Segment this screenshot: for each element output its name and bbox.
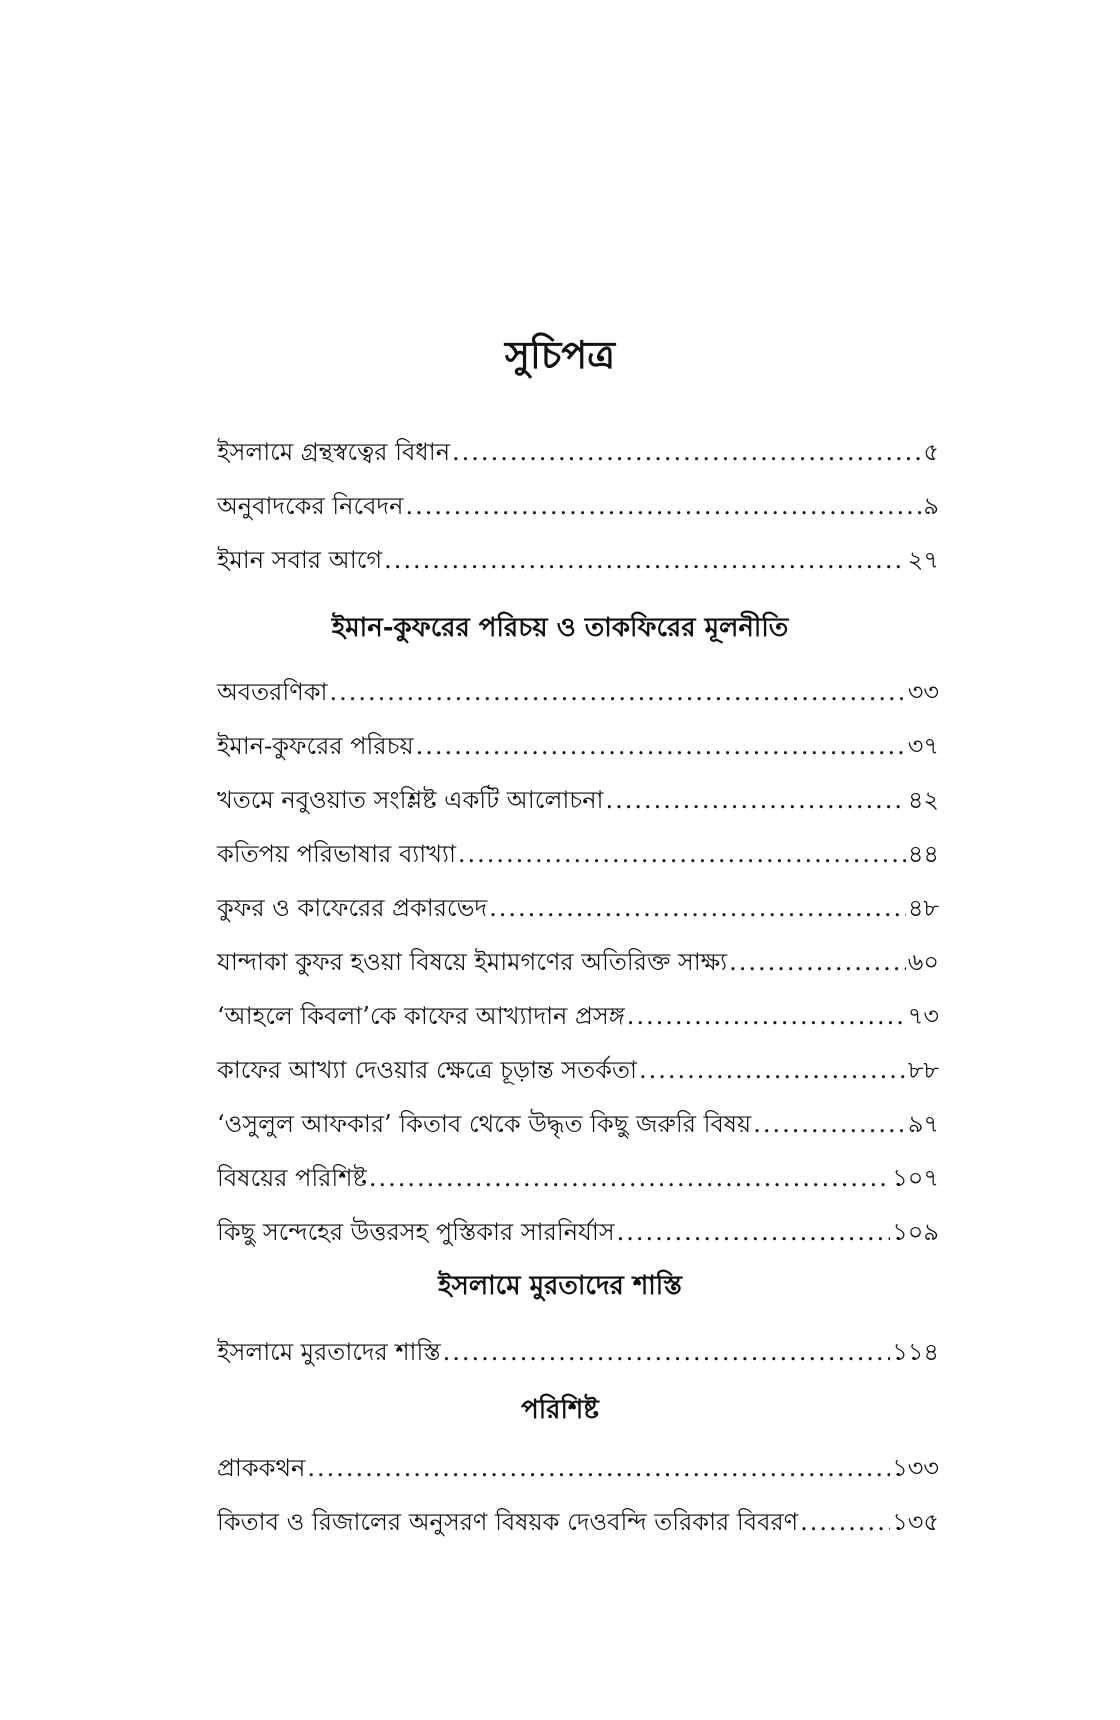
toc-entry-page: ৯ (923, 492, 939, 520)
dot-leader (307, 1452, 890, 1484)
toc-entry-label: ‘ওসুলুল আফকার’ কিতাব থেকে উদ্ধৃত কিছু জরুরি বিষয় (217, 1110, 752, 1138)
toc-entry-label: অবতরণিকা (217, 678, 328, 706)
toc-entry-page: ১৩৫ (892, 1508, 939, 1536)
toc-entry[interactable] (217, 668, 939, 708)
toc-entry-page: ১০৭ (892, 1164, 939, 1192)
toc-entry-page: ৬০ (907, 948, 939, 976)
toc-entry-label: খতমে নবুওয়াত সংশ্লিষ্ট একটি আলোচনা (217, 786, 604, 814)
toc-entry[interactable] (217, 428, 939, 468)
toc-entry[interactable] (217, 938, 939, 978)
dot-leader (369, 1162, 890, 1194)
toc-entry[interactable] (217, 776, 939, 816)
dot-leader (384, 544, 906, 576)
toc-entry[interactable] (217, 1100, 939, 1140)
dot-leader (606, 784, 906, 816)
toc-entry-page: ৭৩ (907, 1002, 939, 1030)
section-heading: পরিশিষ্ট (521, 1395, 599, 1425)
toc-entry-label: যান্দাকা কুফর হওয়া বিষয়ে ইমামগণের অতিরিক্ত সাক্ষ্য (217, 948, 728, 976)
dot-leader (416, 730, 906, 762)
dot-leader (617, 1216, 891, 1248)
toc-entry-page: ১৩৩ (892, 1454, 939, 1482)
toc-entry-page: ১০৯ (892, 1218, 939, 1246)
toc-entry[interactable] (217, 482, 939, 522)
toc-entry[interactable] (217, 1046, 939, 1086)
toc-entry-label: কতিপয় পরিভাষার ব্যাখ্যা (217, 840, 456, 868)
dot-leader (729, 946, 906, 978)
toc-entry[interactable] (217, 1328, 939, 1368)
section-heading: ইসলামে মুরতাদের শাস্তি (438, 1271, 682, 1301)
toc-entry-page: ২৭ (907, 546, 939, 574)
toc-entry-page: ৩৭ (907, 732, 939, 760)
dot-leader (329, 676, 905, 708)
dot-leader (753, 1108, 906, 1140)
toc-entry-label: ইমান-কুফরের পরিচয় (217, 732, 414, 760)
toc-entry-label: প্রাককথন (217, 1454, 306, 1482)
toc-entry-label: কাফের আখ্যা দেওয়ার ক্ষেত্রে চূড়ান্ত সতর্কতা (217, 1056, 637, 1084)
toc-entry-page: ৫ (923, 438, 939, 466)
toc-entry[interactable] (217, 1154, 939, 1194)
dot-leader (405, 490, 921, 522)
dot-leader (627, 1000, 906, 1032)
toc-entry-page: ১১৪ (892, 1338, 939, 1366)
toc-entry[interactable] (217, 992, 939, 1032)
toc-entry-page: ৮৮ (907, 1056, 939, 1084)
toc-entry-label: কুফর ও কাফেরের প্রকারভেদ (217, 894, 488, 922)
dot-leader (443, 1336, 891, 1368)
toc-entry-label: বিষয়ের পরিশিষ্ট (217, 1164, 367, 1192)
toc-entry[interactable] (217, 1498, 939, 1538)
toc-entry-label: ইমান সবার আগে (217, 546, 383, 574)
dot-leader (800, 1506, 890, 1538)
dot-leader (639, 1054, 906, 1086)
toc-entry[interactable] (217, 830, 939, 870)
toc-entry-label: ইসলামে মুরতাদের শাস্তি (217, 1338, 441, 1366)
toc-entry-page: ৪৪ (907, 840, 939, 868)
dot-leader (458, 838, 906, 870)
toc-entry-page: ৪২ (907, 786, 939, 814)
toc-entry[interactable] (217, 536, 939, 576)
toc-entry-label: কিছু সন্দেহের উত্তরসহ পুস্তিকার সারনির্যাস (217, 1218, 615, 1246)
toc-entry[interactable] (217, 884, 939, 924)
toc-entry-page: ৯৭ (907, 1110, 939, 1138)
toc-entry[interactable] (217, 1208, 939, 1248)
toc-entry-page: ৪৮ (907, 894, 939, 922)
toc-entry-label: ‘আহলে কিবলা’কে কাফের আখ্যাদান প্রসঙ্গ (217, 1002, 625, 1030)
section-heading: ইমান-কুফরের পরিচয় ও তাকফিরের মূলনীতি (331, 613, 789, 643)
page-title: সুচিপত্র (504, 332, 616, 377)
toc-entry-label: অনুবাদকের নিবেদন (217, 492, 404, 520)
toc-entry[interactable] (217, 722, 939, 762)
toc-entry-label: কিতাব ও রিজালের অনুসরণ বিষয়ক দেওবন্দি তরিকার বিবরণ (217, 1508, 799, 1536)
dot-leader (489, 892, 906, 924)
toc-entry[interactable] (217, 1444, 939, 1484)
dot-leader (452, 436, 921, 468)
toc-entry-page: ৩৩ (907, 678, 939, 706)
toc-entry-label: ইসলামে গ্রন্থস্বত্বের বিধান (217, 438, 451, 466)
